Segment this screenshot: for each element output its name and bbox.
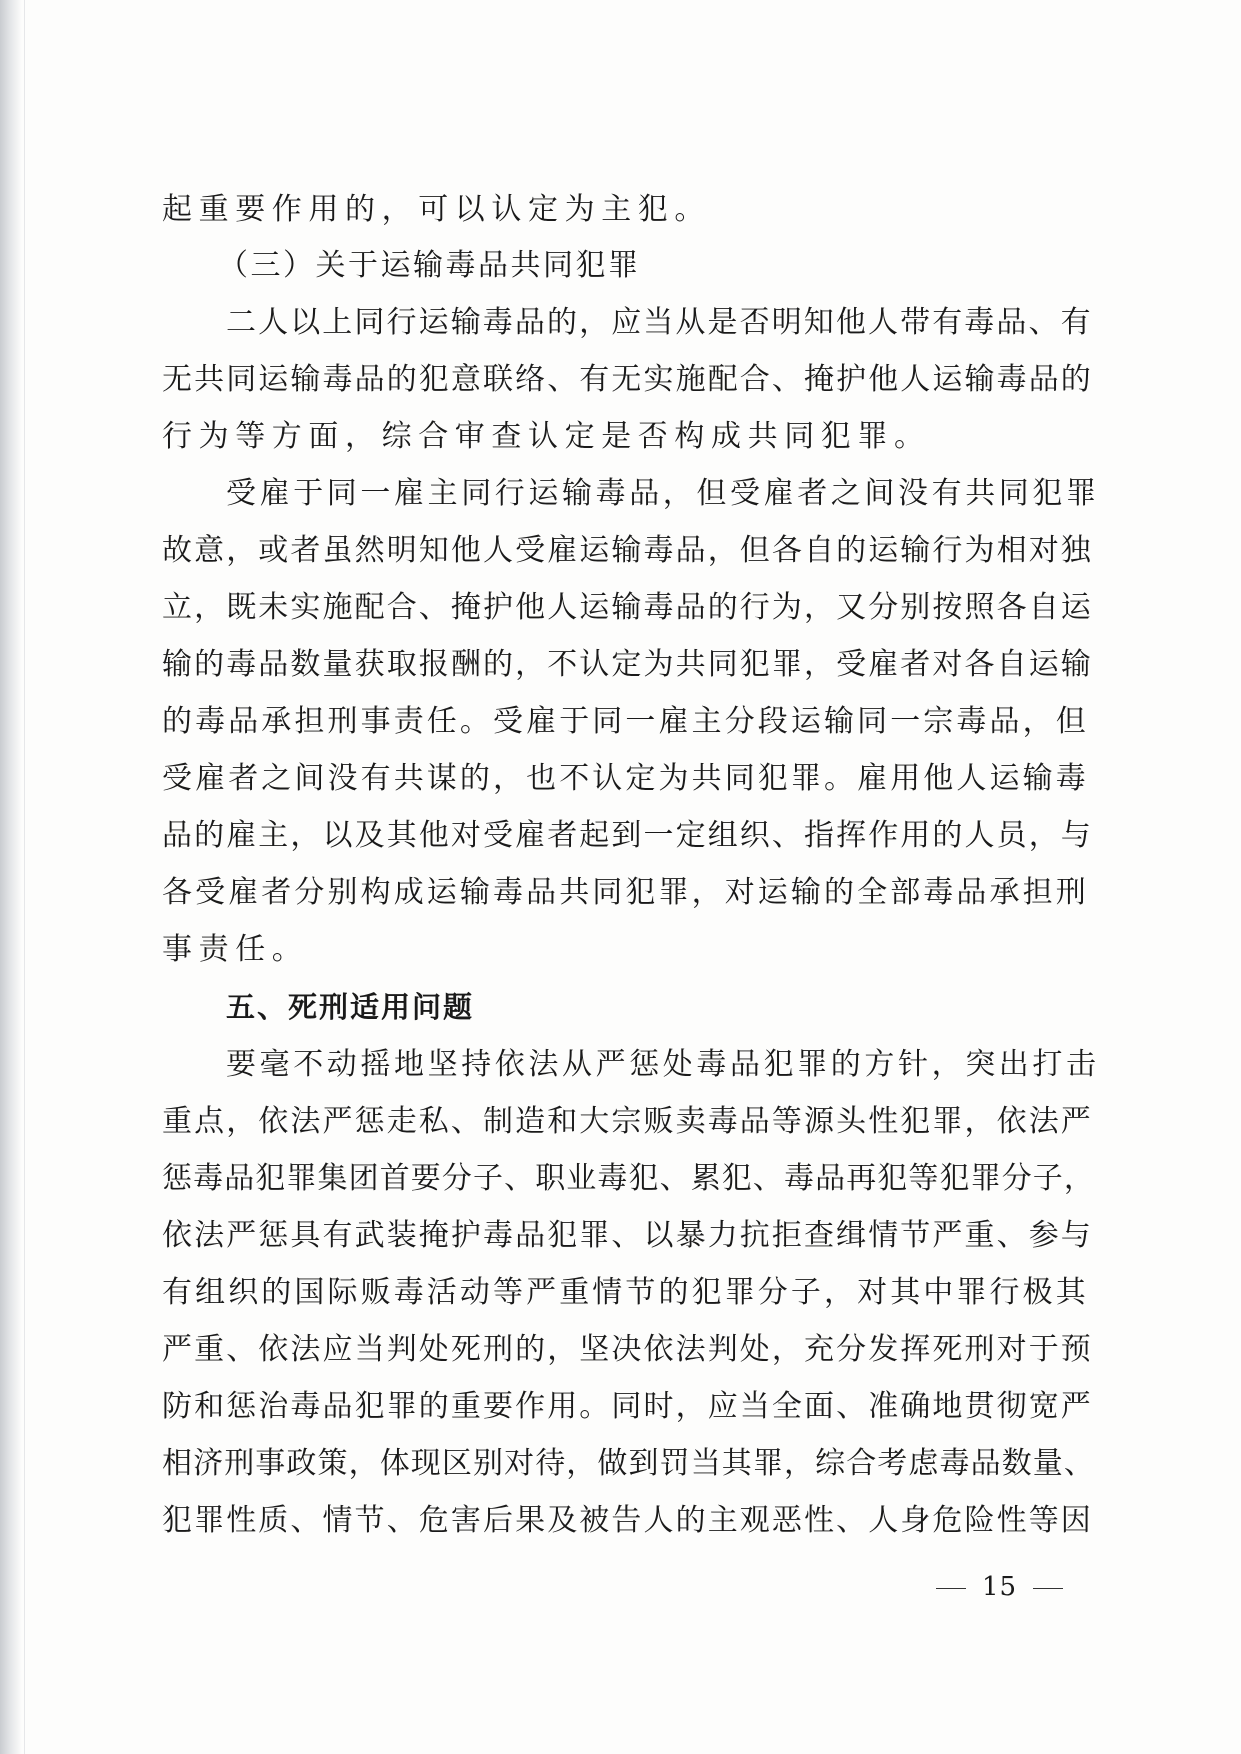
scan-edge-line [24, 0, 25, 1754]
page-number-dash-left [936, 1588, 966, 1589]
text-line: 行为等方面，综合审查认定是否构成共同犯罪。 [162, 419, 931, 454]
text-line: 事责任。 [162, 932, 309, 967]
section-heading: 五、死刑适用问题 [226, 990, 475, 1024]
text-line: 有组织的国际贩毒活动等严重情节的犯罪分子，对其中罪行极其 [162, 1275, 1089, 1310]
text-line: 输的毒品数量获取报酬的，不认定为共同犯罪，受雇者对各自运输 [162, 647, 1093, 682]
section-subheading: （三）关于运输毒品共同犯罪 [218, 248, 641, 283]
text-line: 立，既未实施配合、掩护他人运输毒品的行为，又分别按照各自运 [162, 590, 1093, 625]
text-line: 相济刑事政策，体现区别对待，做到罚当其罪，综合考虑毒品数量、 [162, 1446, 1095, 1481]
text-line: 犯罪性质、情节、危害后果及被告人的主观恶性、人身危险性等因 [162, 1503, 1093, 1538]
text-line: 惩毒品犯罪集团首要分子、职业毒犯、累犯、毒品再犯等犯罪分子， [162, 1161, 1095, 1196]
page-number [920, 1567, 1079, 1607]
text-line: 各受雇者分别构成运输毒品共同犯罪，对运输的全部毒品承担刑 [162, 875, 1089, 910]
text-line: 受雇者之间没有共谋的，也不认定为共同犯罪。雇用他人运输毒 [162, 761, 1089, 796]
text-line: 严重、依法应当判处死刑的，坚决依法判处，充分发挥死刑对于预 [162, 1332, 1093, 1367]
text-line: 无共同运输毒品的犯意联络、有无实施配合、掩护他人运输毒品的 [162, 362, 1093, 397]
text-line: 品的雇主，以及其他对受雇者起到一定组织、指挥作用的人员，与 [162, 818, 1093, 853]
scan-edge-shadow [0, 0, 22, 1754]
text-line: 重点，依法严惩走私、制造和大宗贩卖毒品等源头性犯罪，依法严 [162, 1104, 1093, 1139]
text-line: 起重要作用的，可以认定为主犯。 [162, 192, 711, 227]
page-number-value: 15 [982, 1572, 1018, 1602]
text-line: 故意，或者虽然明知他人受雇运输毒品，但各自的运输行为相对独 [162, 533, 1093, 568]
text-line: 依法严惩具有武装掩护毒品犯罪、以暴力抗拒查缉情节严重、参与 [162, 1218, 1093, 1253]
text-line: 二人以上同行运输毒品的，应当从是否明知他人带有毒品、有 [226, 305, 1093, 340]
text-line: 要毫不动摇地坚持依法从严惩处毒品犯罪的方针，突出打击 [226, 1047, 1100, 1082]
text-line: 受雇于同一雇主同行运输毒品，但受雇者之间没有共同犯罪 [226, 476, 1100, 511]
text-line: 的毒品承担刑事责任。受雇于同一雇主分段运输同一宗毒品，但 [162, 704, 1089, 739]
page-number-dash-right [1033, 1588, 1063, 1589]
text-line: 防和惩治毒品犯罪的重要作用。同时，应当全面、准确地贯彻宽严 [162, 1389, 1093, 1424]
